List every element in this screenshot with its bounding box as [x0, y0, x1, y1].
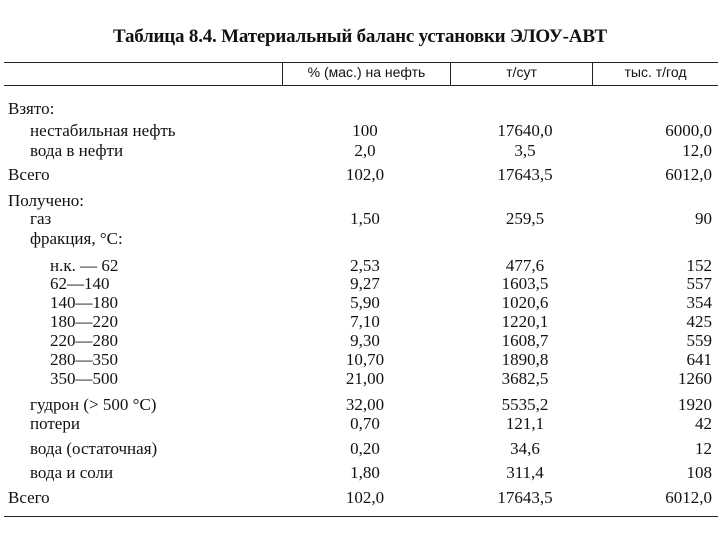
- row-label: 62—140: [50, 274, 110, 293]
- table-row: [0, 208, 720, 230]
- cell-percent: 0,70: [350, 414, 380, 433]
- table-row: [0, 438, 720, 460]
- cell-kt-year: 12,0: [682, 141, 712, 160]
- cell-percent: 2,0: [354, 141, 376, 160]
- cell-tons-day: 17640,0: [497, 121, 553, 140]
- row-label: гудрон (> 500 °С): [30, 395, 157, 414]
- cell-tons-day: 121,1: [505, 414, 545, 433]
- table-title: Таблица 8.4. Материальный баланс установки ЭЛОУ-АВТ: [112, 26, 608, 47]
- row-label: вода в нефти: [30, 141, 124, 160]
- cell-percent: 5,90: [350, 293, 380, 312]
- row-label: 220—280: [50, 331, 118, 350]
- table-row: [0, 368, 720, 390]
- cell-tons-day: 5535,2: [501, 395, 549, 414]
- row-label: потери: [30, 414, 80, 433]
- row-label: Всего: [8, 165, 50, 184]
- bottom-rule: [4, 516, 718, 517]
- cell-kt-year: 108: [686, 463, 712, 482]
- cell-tons-day: 1608,7: [501, 331, 549, 350]
- cell-kt-year: 425: [686, 312, 712, 331]
- table-row: [0, 487, 720, 509]
- cell-percent: 102,0: [345, 165, 385, 184]
- cell-kt-year: 557: [686, 274, 712, 293]
- cell-kt-year: 1920: [678, 395, 712, 414]
- cell-kt-year: 354: [686, 293, 712, 312]
- column-header-kt-year: тыс. т/год: [624, 64, 687, 80]
- cell-percent: 10,70: [345, 350, 385, 369]
- row-label: Всего: [8, 488, 50, 507]
- table-row: [0, 98, 720, 120]
- table-row: [0, 413, 720, 435]
- column-header-tons-day: т/сут: [506, 64, 537, 80]
- row-label: 140—180: [50, 293, 118, 312]
- header-rule: [4, 85, 718, 86]
- row-label: вода и соли: [30, 463, 114, 482]
- cell-tons-day: 17643,5: [497, 165, 553, 184]
- column-header-percent: % (мас.) на нефть: [307, 64, 426, 80]
- cell-kt-year: 12: [695, 439, 712, 458]
- cell-kt-year: 6000,0: [665, 121, 712, 140]
- table-row: [0, 228, 720, 250]
- table-row: [0, 120, 720, 142]
- cell-tons-day: 1020,6: [501, 293, 549, 312]
- cell-kt-year: 42: [695, 414, 712, 433]
- cell-percent: 21,00: [345, 369, 385, 388]
- cell-kt-year: 90: [695, 209, 712, 228]
- table-row: [0, 140, 720, 162]
- cell-percent: 9,27: [350, 274, 380, 293]
- cell-percent: 32,00: [345, 395, 385, 414]
- row-label: н.к. — 62: [50, 256, 119, 275]
- row-label: фракция, °С:: [30, 229, 123, 248]
- table-row: [0, 164, 720, 186]
- row-label: нестабильная нефть: [30, 121, 176, 140]
- cell-tons-day: 477,6: [505, 256, 545, 275]
- cell-tons-day: 311,4: [506, 463, 544, 482]
- row-label: 280—350: [50, 350, 118, 369]
- row-label: вода (остаточная): [30, 439, 158, 458]
- cell-percent: 0,20: [350, 439, 380, 458]
- cell-percent: 100: [352, 121, 378, 140]
- row-label: Взято:: [8, 99, 55, 118]
- cell-percent: 7,10: [350, 312, 380, 331]
- cell-tons-day: 259,5: [505, 209, 545, 228]
- row-label: Получено:: [8, 191, 84, 210]
- row-label: 350—500: [50, 369, 118, 388]
- cell-percent: 9,30: [350, 331, 380, 350]
- cell-tons-day: 3682,5: [501, 369, 549, 388]
- row-label: газ: [30, 209, 52, 228]
- cell-kt-year: 6012,0: [665, 488, 712, 507]
- cell-kt-year: 152: [686, 256, 712, 275]
- cell-percent: 1,80: [350, 463, 380, 482]
- cell-tons-day: 1603,5: [501, 274, 549, 293]
- cell-tons-day: 3,5: [514, 141, 536, 160]
- cell-tons-day: 1220,1: [501, 312, 549, 331]
- table-row: [0, 462, 720, 484]
- cell-tons-day: 17643,5: [497, 488, 553, 507]
- cell-kt-year: 1260: [678, 369, 712, 388]
- cell-percent: 1,50: [350, 209, 380, 228]
- cell-tons-day: 34,6: [510, 439, 540, 458]
- cell-percent: 2,53: [350, 256, 380, 275]
- cell-kt-year: 559: [686, 331, 712, 350]
- cell-tons-day: 1890,8: [501, 350, 549, 369]
- cell-percent: 102,0: [345, 488, 385, 507]
- row-label: 180—220: [50, 312, 118, 331]
- top-rule: [4, 62, 718, 63]
- cell-kt-year: 641: [686, 350, 712, 369]
- cell-kt-year: 6012,0: [665, 165, 712, 184]
